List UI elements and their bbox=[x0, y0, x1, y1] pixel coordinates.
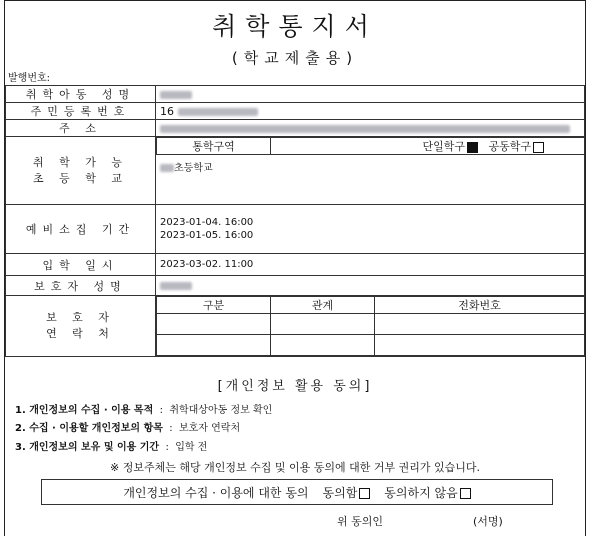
consent-box-text: 개인정보의 수집 · 이용에 대한 동의 bbox=[123, 485, 309, 500]
agree-option[interactable] bbox=[323, 484, 371, 501]
school-name bbox=[156, 155, 584, 178]
info-table bbox=[5, 85, 585, 357]
guardian-name-value bbox=[156, 276, 585, 296]
signer-label: 위 동의인 bbox=[337, 515, 384, 528]
redacted-id bbox=[178, 108, 258, 116]
agree-checkbox[interactable] bbox=[359, 488, 370, 499]
zone-single-checkbox[interactable] bbox=[467, 142, 478, 153]
prelim-period-value bbox=[156, 205, 585, 254]
consent-item-label: 3. 개인정보의 보유 및 이용 기간 bbox=[15, 442, 160, 453]
disagree-checkbox[interactable] bbox=[460, 488, 471, 499]
prelim-date-1: 2023-01-04. 16:00 bbox=[160, 217, 254, 228]
document-title: 취학통지서 bbox=[212, 12, 378, 41]
contact-cell-empty[interactable] bbox=[271, 314, 375, 335]
contact-label-line1: 보 호 자 bbox=[46, 311, 115, 324]
school-label-line1: 취 학 가 능 bbox=[33, 155, 128, 169]
disagree-label: 동의하지 않음 bbox=[384, 485, 458, 500]
resident-id-prefix: 16 bbox=[160, 104, 174, 118]
consent-item-label: 1. 개인정보의 수집 · 이용 목적 bbox=[15, 405, 154, 416]
consent-item-value: 입학 전 bbox=[175, 442, 208, 453]
contact-header-phone: 전화번호 bbox=[375, 297, 585, 314]
zone-label: 통학구역 bbox=[157, 138, 271, 155]
prelim-date-2: 2023-01-05. 16:00 bbox=[160, 230, 254, 241]
zone-options bbox=[271, 138, 585, 155]
consent-item-3: 3. 개인정보의 보유 및 이용 기간 : 입학 전 bbox=[15, 442, 208, 453]
consent-item-value: 보호자 연락처 bbox=[178, 423, 241, 434]
zone-common-label: 공동학구 bbox=[488, 140, 531, 153]
child-name-value bbox=[156, 86, 585, 103]
redacted-address bbox=[160, 125, 570, 133]
entry-date-label: 입학 일시 bbox=[6, 254, 156, 276]
signature-label[interactable]: (서명) bbox=[473, 515, 503, 528]
contact-header-type: 구분 bbox=[157, 297, 271, 314]
resident-id-label: 주민등록번호 bbox=[6, 103, 156, 120]
redacted-name bbox=[160, 91, 192, 99]
redacted-guardian bbox=[160, 282, 192, 290]
school-name-text: 초등학교 bbox=[174, 163, 213, 174]
contact-table bbox=[156, 296, 584, 356]
consent-item-label: 2. 수집 · 이용할 개인정보의 항목 bbox=[15, 423, 163, 434]
zone-single-label: 단일학구 bbox=[422, 140, 465, 153]
school-label-line2: 초 등 학 교 bbox=[33, 171, 128, 185]
disagree-option[interactable] bbox=[384, 484, 470, 501]
address-value bbox=[156, 120, 585, 137]
consent-item-value: 취학대상아동 정보 확인 bbox=[169, 405, 273, 416]
guardian-name-label: 보호자 성명 bbox=[6, 276, 156, 296]
zone-row bbox=[156, 137, 584, 155]
consent-box bbox=[41, 479, 553, 505]
contact-label-line2: 연 락 처 bbox=[46, 327, 115, 340]
consent-title: [개인정보 활용 동의] bbox=[217, 379, 373, 394]
consent-item-1: 1. 개인정보의 수집 · 이용 목적 : 취학대상아동 정보 확인 bbox=[15, 405, 273, 416]
redacted-school bbox=[160, 164, 174, 172]
consent-notice: ※ 정보주체는 해당 개인정보 수집 및 이용 동의에 대한 거부 권리가 있습니다. bbox=[110, 461, 480, 474]
resident-id-value bbox=[156, 103, 585, 120]
school-cell bbox=[156, 137, 585, 205]
contact-cell-empty[interactable] bbox=[157, 314, 271, 335]
document-subtitle: (학교제출용) bbox=[231, 49, 359, 67]
guardian-contact-label bbox=[6, 296, 156, 357]
school-label bbox=[6, 137, 156, 205]
child-name-label: 취학아동 성명 bbox=[6, 86, 156, 103]
contact-cell bbox=[156, 296, 585, 357]
consent-item-2: 2. 수집 · 이용할 개인정보의 항목 : 보호자 연락처 bbox=[15, 423, 241, 434]
contact-header-relation: 관계 bbox=[271, 297, 375, 314]
contact-cell-empty[interactable] bbox=[157, 335, 271, 356]
prelim-period-label: 예비소집 기간 bbox=[6, 205, 156, 254]
entry-date-value: 2023-03-02. 11:00 bbox=[156, 254, 585, 276]
zone-common-checkbox[interactable] bbox=[533, 142, 544, 153]
agree-label: 동의함 bbox=[322, 485, 358, 500]
contact-cell-empty[interactable] bbox=[271, 335, 375, 356]
contact-cell-empty[interactable] bbox=[375, 314, 585, 335]
contact-cell-empty[interactable] bbox=[375, 335, 585, 356]
address-label: 주 소 bbox=[6, 120, 156, 137]
enrollment-notice-form bbox=[4, 0, 586, 536]
issue-number-label: 발행번호: bbox=[8, 73, 51, 84]
